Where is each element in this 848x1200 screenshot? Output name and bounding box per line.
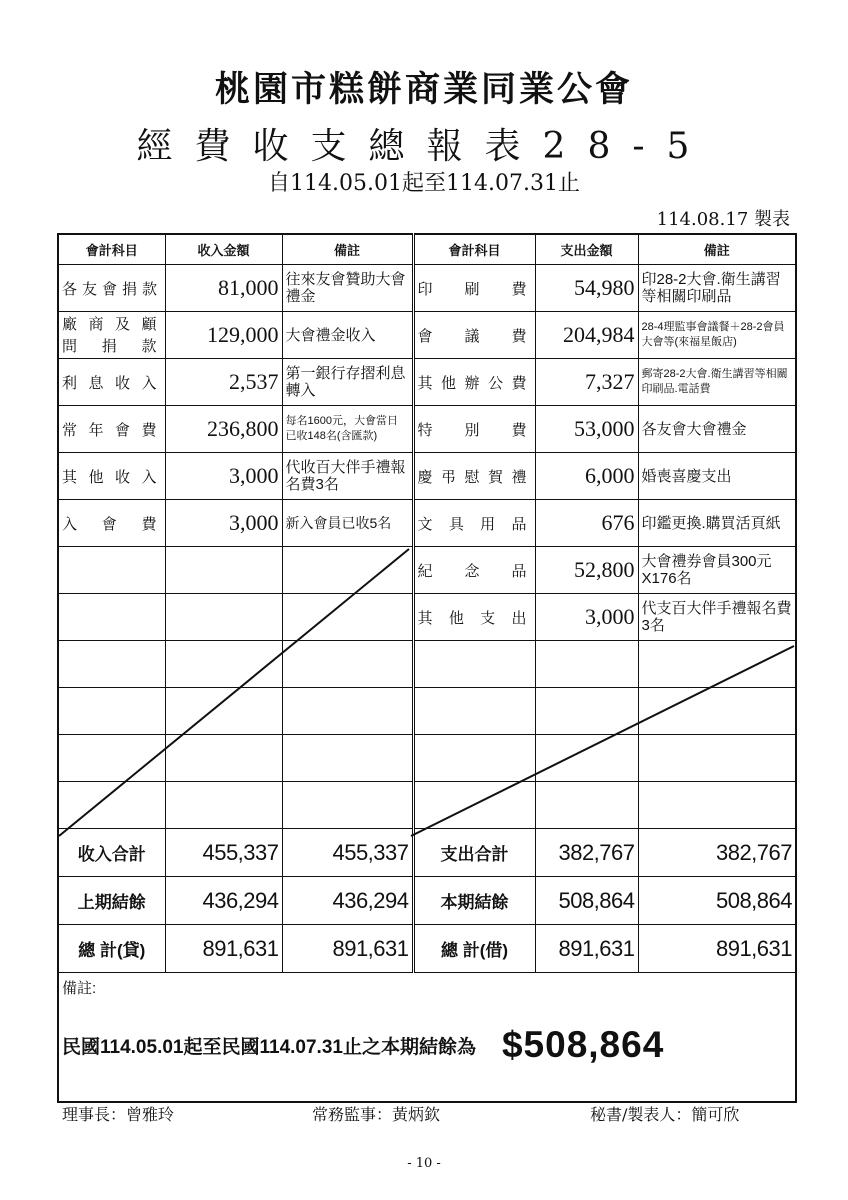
income-item: 廠商及顧問捐款 bbox=[58, 312, 165, 359]
curr-balance-2: 508,864 bbox=[638, 877, 796, 925]
prev-balance-2: 436,294 bbox=[282, 877, 413, 925]
remark-text: 民國114.05.01起至民國114.07.31止之本期結餘為 bbox=[62, 1036, 476, 1058]
expense-amount: 54,980 bbox=[535, 265, 638, 312]
made-date: 114.08.17 製表 bbox=[656, 209, 790, 230]
expense-amount: 204,984 bbox=[535, 312, 638, 359]
expense-note: 印28-2大會.衛生講習等相關印刷品 bbox=[638, 265, 796, 312]
table-row bbox=[58, 359, 796, 406]
income-amount: 3,000 bbox=[165, 453, 282, 500]
empty-cell bbox=[58, 547, 165, 594]
table-row bbox=[58, 406, 796, 453]
income-item: 各友會捐款 bbox=[58, 265, 165, 312]
grand-total-row bbox=[58, 925, 796, 973]
expense-note: 28-4理監事會議餐＋28-2會員大會等(來福星飯店) bbox=[638, 312, 796, 359]
table-row bbox=[58, 500, 796, 547]
expense-note: 印鑑更換.購買活頁紙 bbox=[638, 500, 796, 547]
grand-credit: 891,631 bbox=[165, 925, 282, 973]
expense-item: 印刷費 bbox=[413, 265, 535, 312]
balance-row bbox=[58, 877, 796, 925]
income-item: 常年會費 bbox=[58, 406, 165, 453]
expense-total-2: 382,767 bbox=[638, 829, 796, 877]
table-row bbox=[58, 688, 796, 735]
income-amount: 129,000 bbox=[165, 312, 282, 359]
expense-item: 慶弔慰賀禮 bbox=[413, 453, 535, 500]
income-note: 代收百大伴手禮報名費3名 bbox=[282, 453, 413, 500]
income-note: 每名1600元，大會當日已收148名(含匯款) bbox=[282, 406, 413, 453]
page-number: - 10 - bbox=[407, 1156, 441, 1171]
expense-note: 大會禮券會員300元X176名 bbox=[638, 547, 796, 594]
table-row bbox=[58, 641, 796, 688]
expense-amount: 52,800 bbox=[535, 547, 638, 594]
table-row bbox=[58, 453, 796, 500]
expense-item: 會議費 bbox=[413, 312, 535, 359]
income-note: 第一銀行存摺利息轉入 bbox=[282, 359, 413, 406]
expense-note: 各友會大會禮金 bbox=[638, 406, 796, 453]
empty-cell bbox=[165, 547, 282, 594]
income-note: 新入會員已收5名 bbox=[282, 500, 413, 547]
expense-note: 代支百大伴手禮報名費3名 bbox=[638, 594, 796, 641]
expense-item: 其他辦公費 bbox=[413, 359, 535, 406]
expense-amount: 676 bbox=[535, 500, 638, 547]
prev-balance-label: 上期結餘 bbox=[58, 877, 165, 925]
income-amount: 236,800 bbox=[165, 406, 282, 453]
expense-item: 紀念品 bbox=[413, 547, 535, 594]
expense-note: 婚喪喜慶支出 bbox=[638, 453, 796, 500]
expense-item: 其他支出 bbox=[413, 594, 535, 641]
curr-balance: 508,864 bbox=[535, 877, 638, 925]
secretary-signature: 秘書/製表人：簡可欣 bbox=[590, 1105, 740, 1124]
col-income-note: 備註 bbox=[282, 234, 413, 265]
income-total-2: 455,337 bbox=[282, 829, 413, 877]
table-row bbox=[58, 547, 796, 594]
income-item: 利息收入 bbox=[58, 359, 165, 406]
ledger-table bbox=[57, 233, 797, 1103]
expense-total-label: 支出合計 bbox=[413, 829, 535, 877]
expense-note: 郵寄28-2大會.衛生講習等相關印刷品.電話費 bbox=[638, 359, 796, 406]
col-income-amount: 收入金額 bbox=[165, 234, 282, 265]
col-expense-item: 會計科目 bbox=[413, 234, 535, 265]
income-amount: 2,537 bbox=[165, 359, 282, 406]
report-title: 經費收支總報表28-5 bbox=[136, 126, 712, 167]
empty-cell bbox=[58, 594, 165, 641]
income-item: 其他收入 bbox=[58, 453, 165, 500]
income-total-label: 收入合計 bbox=[58, 829, 165, 877]
header-row bbox=[58, 234, 796, 265]
expense-amount: 7,327 bbox=[535, 359, 638, 406]
expense-amount: 53,000 bbox=[535, 406, 638, 453]
report-period: 自114.05.01起至114.07.31止 bbox=[268, 171, 580, 196]
income-note: 往來友會贊助大會禮金 bbox=[282, 265, 413, 312]
col-income-item: 會計科目 bbox=[58, 234, 165, 265]
expense-amount: 6,000 bbox=[535, 453, 638, 500]
grand-debit: 891,631 bbox=[535, 925, 638, 973]
table-row bbox=[58, 782, 796, 829]
income-amount: 3,000 bbox=[165, 500, 282, 547]
table-row bbox=[58, 735, 796, 782]
expense-amount: 3,000 bbox=[535, 594, 638, 641]
empty-cell bbox=[282, 594, 413, 641]
remark-cell bbox=[58, 973, 796, 1103]
expense-item: 特別費 bbox=[413, 406, 535, 453]
col-expense-note: 備註 bbox=[638, 234, 796, 265]
remark-amount: $508,864 bbox=[501, 1024, 665, 1065]
empty-cell bbox=[282, 547, 413, 594]
table-row bbox=[58, 594, 796, 641]
table-row bbox=[58, 312, 796, 359]
total-row bbox=[58, 829, 796, 877]
grand-credit-2: 891,631 bbox=[282, 925, 413, 973]
grand-debit-label: 總 計(借) bbox=[413, 925, 535, 973]
grand-debit-2: 891,631 bbox=[638, 925, 796, 973]
col-expense-amount: 支出金額 bbox=[535, 234, 638, 265]
supervisor-signature: 常務監事：黃炳欽 bbox=[312, 1105, 441, 1124]
curr-balance-label: 本期結餘 bbox=[413, 877, 535, 925]
chair-signature: 理事長：曾雅玲 bbox=[62, 1105, 175, 1124]
income-total: 455,337 bbox=[165, 829, 282, 877]
expense-total: 382,767 bbox=[535, 829, 638, 877]
income-item: 入會費 bbox=[58, 500, 165, 547]
org-name: 桃園市糕餅商業同業公會 bbox=[214, 69, 633, 110]
remark-row bbox=[58, 973, 796, 1103]
expense-item: 文具用品 bbox=[413, 500, 535, 547]
income-amount: 81,000 bbox=[165, 265, 282, 312]
table-row bbox=[58, 265, 796, 312]
remark-label: 備註: bbox=[62, 980, 97, 997]
empty-cell bbox=[165, 594, 282, 641]
income-note: 大會禮金收入 bbox=[282, 312, 413, 359]
remark-line bbox=[62, 1024, 792, 1066]
prev-balance: 436,294 bbox=[165, 877, 282, 925]
grand-credit-label: 總 計(貸) bbox=[58, 925, 165, 973]
